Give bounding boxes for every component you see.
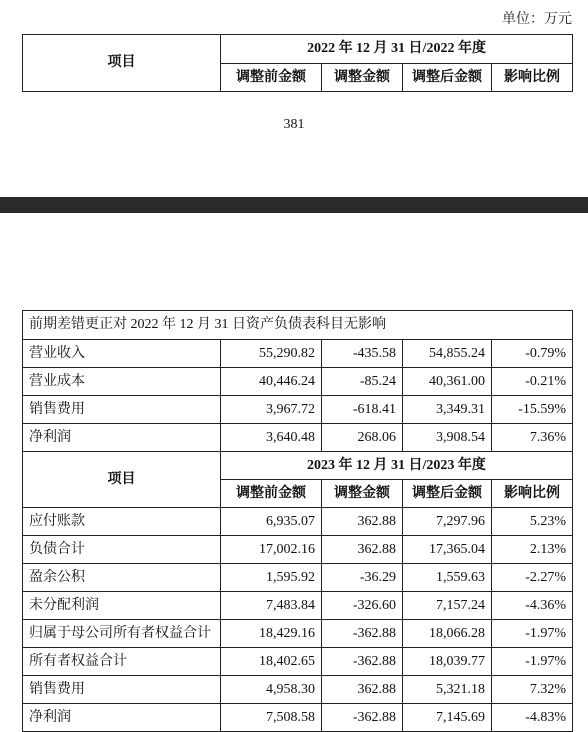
period-header-2023: 2023 年 12 月 31 日/2023 年度 (221, 452, 573, 480)
column-header-adjust: 调整金额 (322, 64, 403, 92)
row-after: 18,066.28 (403, 620, 492, 648)
row-before: 18,429.16 (221, 620, 322, 648)
row-ratio: -1.97% (492, 648, 573, 676)
row-after: 17,365.04 (403, 536, 492, 564)
row-before: 4,958.30 (221, 676, 322, 704)
row-after: 1,559.63 (403, 564, 492, 592)
row-after: 40,361.00 (403, 368, 492, 396)
row-after: 5,321.18 (403, 676, 492, 704)
row-adjust: -435.58 (322, 340, 403, 368)
table-row (23, 592, 573, 620)
row-after: 3,349.31 (403, 396, 492, 424)
row-item: 所有者权益合计 (23, 648, 221, 676)
row-item: 营业收入 (23, 340, 221, 368)
row-before: 55,290.82 (221, 340, 322, 368)
row-ratio: -1.97% (492, 620, 573, 648)
table-row (23, 340, 573, 368)
row-after: 3,908.54 (403, 424, 492, 452)
table-row (23, 368, 573, 396)
item-header: 项目 (23, 35, 221, 92)
row-adjust: -362.88 (322, 704, 403, 732)
row-before: 1,595.92 (221, 564, 322, 592)
adjustment-table (22, 310, 573, 732)
row-before: 6,935.07 (221, 508, 322, 536)
row-ratio: -4.36% (492, 592, 573, 620)
row-adjust: -326.60 (322, 592, 403, 620)
row-adjust: -36.29 (322, 564, 403, 592)
table-row (23, 676, 573, 704)
row-before: 3,967.72 (221, 396, 322, 424)
column-header-after: 调整后金额 (403, 64, 492, 92)
row-item: 应付账款 (23, 508, 221, 536)
row-before: 17,002.16 (221, 536, 322, 564)
row-ratio: -4.83% (492, 704, 573, 732)
row-ratio: -2.27% (492, 564, 573, 592)
row-adjust: 362.88 (322, 536, 403, 564)
column-header-ratio: 影响比例 (492, 480, 573, 508)
column-header-after: 调整后金额 (403, 480, 492, 508)
item-header: 项目 (23, 452, 221, 508)
row-after: 7,145.69 (403, 704, 492, 732)
row-adjust: 268.06 (322, 424, 403, 452)
table-row (23, 396, 573, 424)
row-adjust: -618.41 (322, 396, 403, 424)
row-adjust: -85.24 (322, 368, 403, 396)
row-ratio: 2.13% (492, 536, 573, 564)
table-row (23, 648, 573, 676)
row-adjust: -362.88 (322, 648, 403, 676)
row-after: 54,855.24 (403, 340, 492, 368)
column-header-adjust: 调整金额 (322, 480, 403, 508)
row-before: 3,640.48 (221, 424, 322, 452)
row-item: 净利润 (23, 424, 221, 452)
table-row (23, 508, 573, 536)
row-item: 盈余公积 (23, 564, 221, 592)
row-ratio: -0.21% (492, 368, 573, 396)
adjustment-table-header-2022 (22, 34, 573, 92)
row-adjust: -362.88 (322, 620, 403, 648)
row-after: 7,157.24 (403, 592, 492, 620)
row-after: 18,039.77 (403, 648, 492, 676)
row-before: 7,483.84 (221, 592, 322, 620)
row-before: 7,508.58 (221, 704, 322, 732)
unit-label: 单位：万元 (502, 12, 572, 27)
row-before: 18,402.65 (221, 648, 322, 676)
table-row (23, 704, 573, 732)
column-header-before: 调整前金额 (221, 480, 322, 508)
row-ratio: 7.32% (492, 676, 573, 704)
period-header-2022: 2022 年 12 月 31 日/2022 年度 (221, 35, 573, 64)
column-header-before: 调整前金额 (221, 64, 322, 92)
no-impact-note: 前期差错更正对 2022 年 12 月 31 日资产负债表科目无影响 (23, 311, 573, 340)
row-adjust: 362.88 (322, 676, 403, 704)
row-ratio: 7.36% (492, 424, 573, 452)
table-row (23, 536, 573, 564)
row-ratio: -0.79% (492, 340, 573, 368)
table-row (23, 620, 573, 648)
row-ratio: -15.59% (492, 396, 573, 424)
row-item: 净利润 (23, 704, 221, 732)
page-number: 381 (283, 117, 305, 132)
row-after: 7,297.96 (403, 508, 492, 536)
row-ratio: 5.23% (492, 508, 573, 536)
row-item: 未分配利润 (23, 592, 221, 620)
row-before: 40,446.24 (221, 368, 322, 396)
row-item: 负债合计 (23, 536, 221, 564)
row-item: 销售费用 (23, 676, 221, 704)
row-item: 销售费用 (23, 396, 221, 424)
table-row (23, 424, 573, 452)
row-item: 营业成本 (23, 368, 221, 396)
page-separator-band (0, 197, 588, 213)
row-adjust: 362.88 (322, 508, 403, 536)
column-header-ratio: 影响比例 (492, 64, 573, 92)
table-row (23, 564, 573, 592)
row-item: 归属于母公司所有者权益合计 (23, 620, 221, 648)
